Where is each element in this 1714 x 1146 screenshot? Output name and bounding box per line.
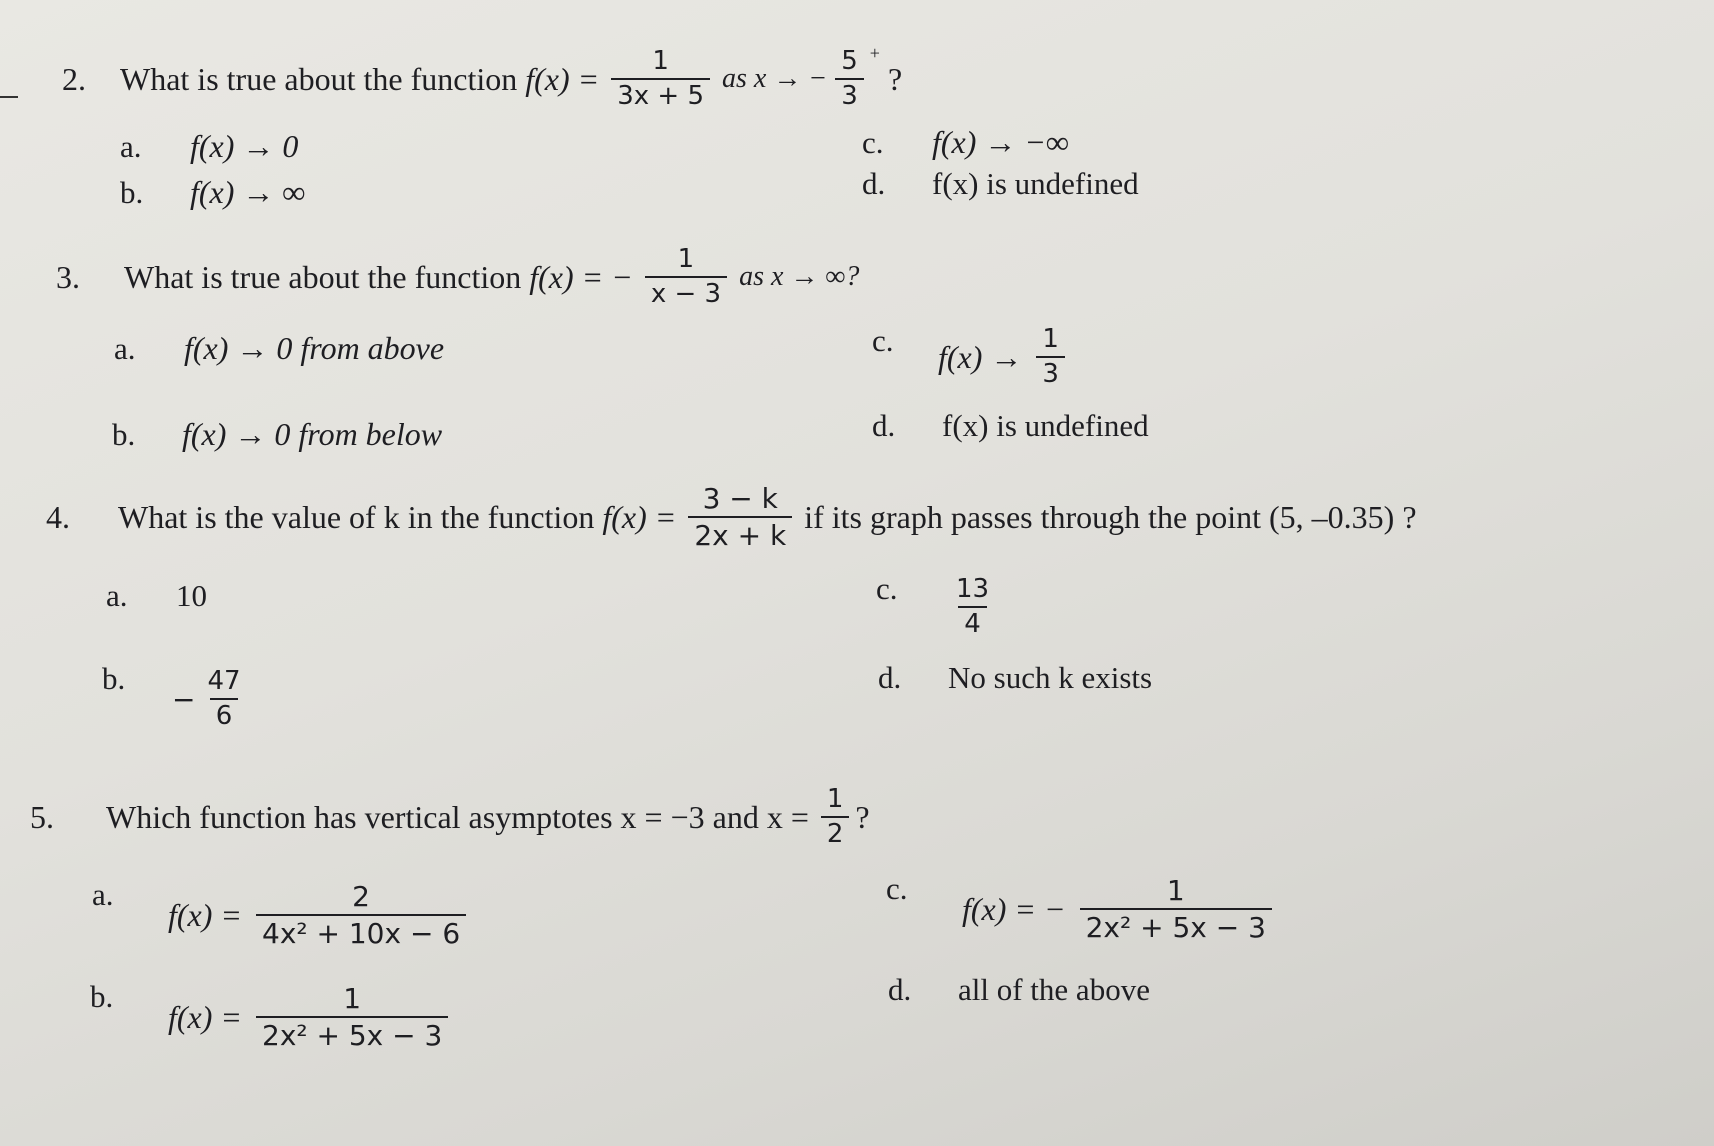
option-text: f(x) → 0 from above bbox=[184, 330, 445, 366]
question-mark: ? bbox=[887, 60, 903, 97]
option-label: d. bbox=[878, 660, 902, 695]
option-text: f(x) → 0 from below bbox=[182, 416, 443, 452]
q3-option-a bbox=[114, 330, 444, 367]
fraction-denominator: 2x + k bbox=[688, 516, 792, 550]
option-label: d. bbox=[872, 408, 896, 443]
option-fraction bbox=[201, 668, 246, 731]
fraction-numerator: 1 bbox=[826, 784, 844, 814]
fraction-denominator: 4 bbox=[958, 606, 987, 638]
function-lhs: f(x) = bbox=[525, 60, 600, 97]
option-label: c. bbox=[862, 124, 884, 160]
q3-option-d bbox=[872, 408, 1149, 444]
q5-option-c bbox=[886, 871, 1276, 945]
option-text: all of the above bbox=[958, 972, 1150, 1007]
fraction-denominator: 2x² + 5x − 3 bbox=[256, 1016, 448, 1050]
fraction-denominator: 3 bbox=[835, 78, 864, 110]
fraction-numerator: 13 bbox=[956, 574, 990, 604]
option-fraction bbox=[1036, 326, 1065, 389]
fraction-denominator: 2x² + 5x − 3 bbox=[1080, 908, 1272, 942]
option-label: c. bbox=[876, 571, 898, 607]
option-fraction bbox=[950, 576, 995, 639]
q2-option-d bbox=[862, 166, 1139, 202]
function-lhs: f(x) = − bbox=[529, 258, 633, 295]
option-label: d. bbox=[888, 972, 912, 1007]
limit-text: as x → − bbox=[722, 63, 828, 95]
option-text: f(x) → ∞ bbox=[190, 174, 306, 210]
question-2 bbox=[62, 42, 903, 112]
fraction-numerator: 2 bbox=[352, 880, 370, 913]
function-fraction bbox=[688, 484, 792, 551]
option-label: d. bbox=[862, 166, 886, 201]
option-label: b. bbox=[120, 174, 144, 210]
limit-fraction bbox=[835, 48, 864, 111]
function-fraction bbox=[611, 48, 710, 111]
option-sign: − bbox=[172, 682, 196, 716]
option-lhs: f(x) = bbox=[168, 998, 242, 1035]
question-text: What is true about the function bbox=[124, 258, 522, 295]
fraction-numerator: 3 − k bbox=[702, 482, 778, 515]
option-lhs: f(x) = − bbox=[962, 890, 1066, 927]
question-text: What is true about the function bbox=[120, 60, 518, 97]
question-number: 2. bbox=[62, 60, 86, 97]
fraction-numerator: 1 bbox=[1042, 324, 1059, 354]
question-mark: ? bbox=[855, 798, 870, 835]
fraction-denominator: 6 bbox=[210, 698, 239, 730]
margin-mark bbox=[0, 96, 18, 98]
q5-option-d bbox=[888, 972, 1150, 1008]
question-3 bbox=[56, 246, 859, 309]
q5-option-b bbox=[90, 979, 452, 1053]
option-label: b. bbox=[112, 416, 136, 452]
option-label: a. bbox=[114, 330, 136, 366]
question-number: 4. bbox=[46, 498, 70, 535]
q2-option-a bbox=[120, 128, 298, 165]
fraction-numerator: 47 bbox=[207, 666, 241, 696]
option-fraction bbox=[256, 984, 448, 1051]
fraction-denominator: 3x + 5 bbox=[611, 78, 710, 110]
question-number: 5. bbox=[30, 798, 54, 835]
fraction-numerator: 1 bbox=[677, 244, 695, 274]
option-text: f(x) is undefined bbox=[942, 408, 1149, 443]
question-text: What is the value of k in the function bbox=[118, 498, 595, 535]
q3-option-b bbox=[112, 416, 442, 453]
option-label: a. bbox=[120, 128, 142, 164]
question-4 bbox=[46, 484, 1417, 551]
q3-option-c bbox=[872, 323, 1069, 390]
fraction-numerator: 1 bbox=[652, 46, 669, 76]
q5-option-a bbox=[92, 877, 470, 951]
q2-option-b bbox=[120, 174, 305, 211]
question-text: Which function has vertical asymptotes x = −3 and x = bbox=[106, 798, 809, 835]
function-lhs: f(x) = bbox=[602, 498, 677, 535]
option-fraction bbox=[1080, 876, 1272, 943]
option-label: b. bbox=[102, 661, 126, 697]
question-text-after: if its graph passes through the point (5, –0.35) ? bbox=[804, 498, 1417, 535]
fraction-numerator: 1 bbox=[343, 982, 362, 1015]
q2-option-c bbox=[862, 124, 1069, 161]
question-fraction bbox=[821, 786, 850, 849]
limit-superscript: + bbox=[869, 42, 880, 63]
q4-option-a bbox=[106, 578, 207, 614]
question-number: 3. bbox=[56, 258, 80, 295]
function-fraction bbox=[645, 246, 727, 309]
option-text: f(x) is undefined bbox=[932, 166, 1139, 201]
option-text: No such k exists bbox=[948, 660, 1153, 695]
option-text: f(x) → −∞ bbox=[932, 124, 1069, 160]
option-label: c. bbox=[872, 323, 894, 359]
fraction-numerator: 5 bbox=[841, 46, 858, 76]
option-text: 10 bbox=[176, 578, 207, 613]
fraction-denominator: 3 bbox=[1036, 356, 1065, 388]
option-label: a. bbox=[106, 578, 128, 613]
option-label: c. bbox=[886, 871, 908, 907]
option-label: b. bbox=[90, 979, 114, 1015]
fraction-denominator: 4x² + 10x − 6 bbox=[256, 914, 466, 948]
fraction-denominator: x − 3 bbox=[645, 276, 727, 308]
q4-option-d bbox=[878, 660, 1152, 696]
q4-option-c bbox=[876, 571, 999, 640]
option-lhs: f(x) = bbox=[168, 896, 242, 933]
option-fraction bbox=[256, 882, 466, 949]
option-text: f(x) → bbox=[938, 338, 1023, 375]
limit-text: as x → ∞? bbox=[739, 261, 860, 293]
option-label: a. bbox=[92, 877, 114, 913]
fraction-denominator: 2 bbox=[821, 816, 850, 848]
q4-option-b bbox=[102, 661, 251, 732]
option-text: f(x) → 0 bbox=[190, 128, 299, 164]
fraction-numerator: 1 bbox=[1166, 874, 1185, 907]
question-5 bbox=[30, 786, 870, 849]
